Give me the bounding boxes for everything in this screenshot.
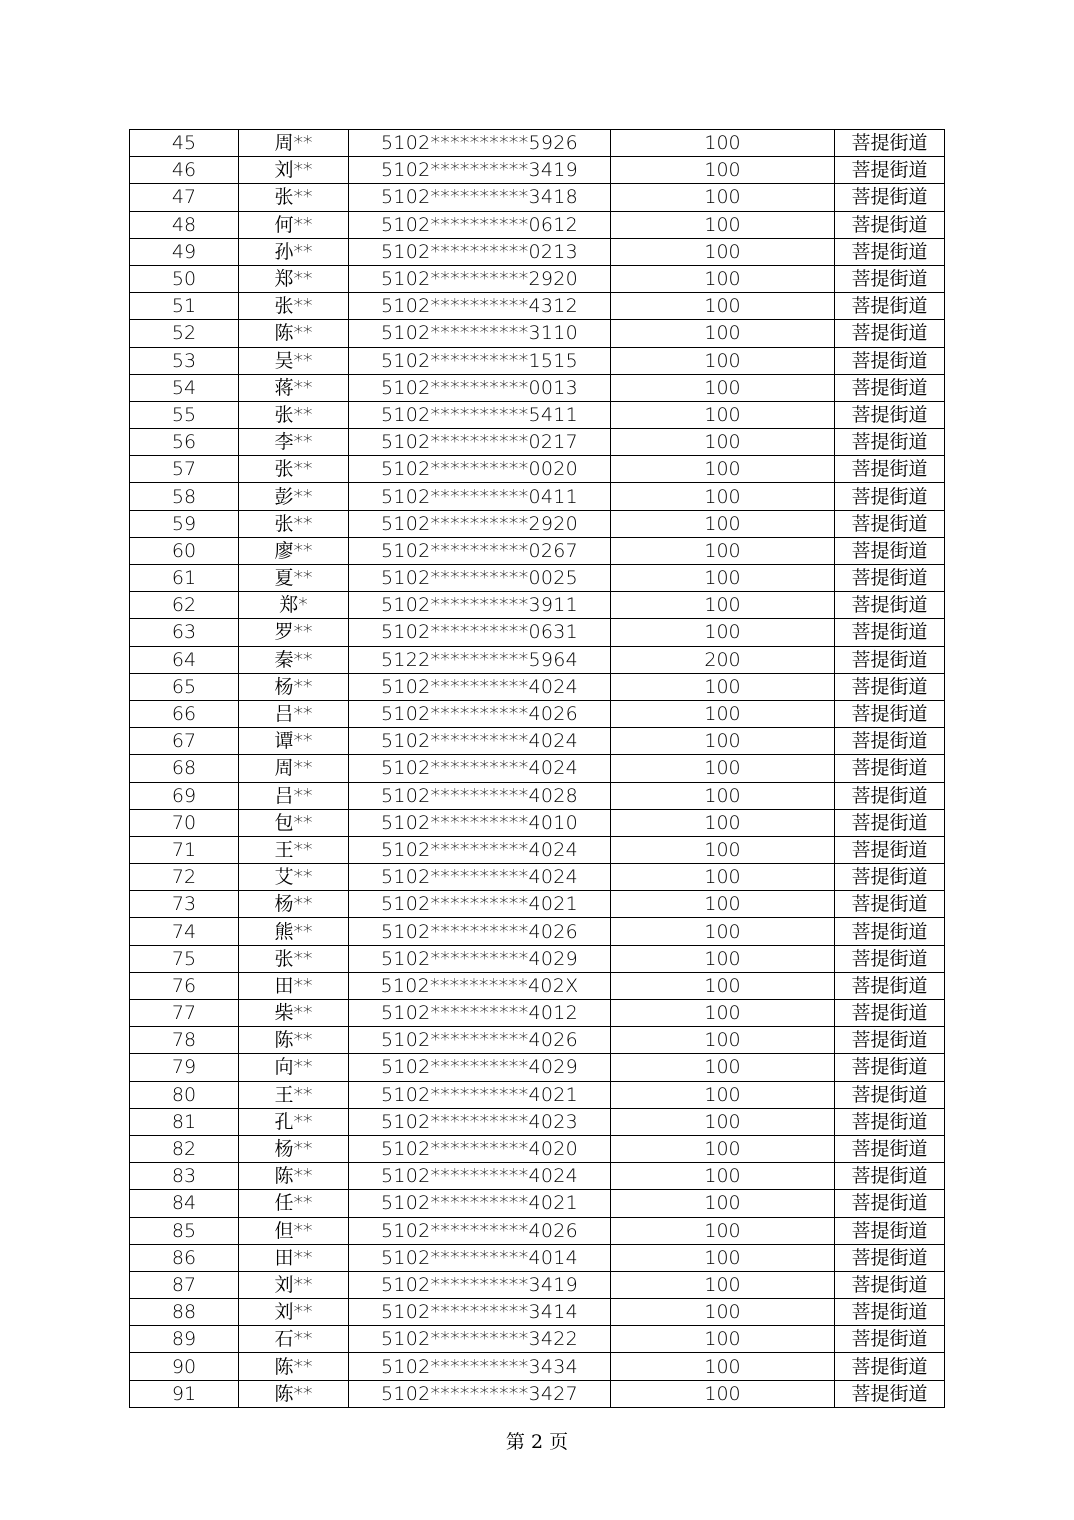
amount-cell: 100 [611,1081,835,1108]
table-row [130,592,945,619]
name-cell: 任** [239,1190,349,1217]
id-number-cell: 5102**********0213 [349,238,611,265]
table-row [130,184,945,211]
table-row [130,918,945,945]
table-row [130,1054,945,1081]
name-cell: 刘** [239,157,349,184]
id-number-cell: 5102**********4026 [349,700,611,727]
amount-cell: 100 [611,565,835,592]
amount-cell: 100 [611,1244,835,1271]
row-number-cell: 85 [130,1217,239,1244]
street-cell: 菩提街道 [835,918,945,945]
table-row [130,429,945,456]
table-row [130,646,945,673]
table-row [130,211,945,238]
table-row [130,401,945,428]
table-row [130,1380,945,1407]
name-cell: 包** [239,809,349,836]
name-cell: 田** [239,972,349,999]
name-cell: 吕** [239,700,349,727]
amount-cell: 100 [611,130,835,157]
row-number-cell: 74 [130,918,239,945]
name-cell: 彭** [239,483,349,510]
table-row [130,864,945,891]
amount-cell: 100 [611,293,835,320]
row-number-cell: 66 [130,700,239,727]
name-cell: 周** [239,130,349,157]
table-row [130,565,945,592]
name-cell: 孔** [239,1108,349,1135]
name-cell: 吕** [239,782,349,809]
street-cell: 菩提街道 [835,1353,945,1380]
row-number-cell: 71 [130,836,239,863]
table-row [130,700,945,727]
name-cell: 石** [239,1326,349,1353]
table-row [130,1244,945,1271]
amount-cell: 100 [611,184,835,211]
id-number-cell: 5102**********3419 [349,1271,611,1298]
row-number-cell: 72 [130,864,239,891]
street-cell: 菩提街道 [835,184,945,211]
row-number-cell: 76 [130,972,239,999]
id-number-cell: 5102**********4029 [349,945,611,972]
street-cell: 菩提街道 [835,1271,945,1298]
amount-cell: 100 [611,891,835,918]
amount-cell: 100 [611,347,835,374]
name-cell: 何** [239,211,349,238]
name-cell: 谭** [239,728,349,755]
roster-body [130,130,945,1408]
table-row [130,1081,945,1108]
name-cell: 刘** [239,1271,349,1298]
table-row [130,1000,945,1027]
amount-cell: 100 [611,1326,835,1353]
id-number-cell: 5102**********0020 [349,456,611,483]
table-row [130,1353,945,1380]
name-cell: 张** [239,510,349,537]
row-number-cell: 90 [130,1353,239,1380]
amount-cell: 100 [611,374,835,401]
id-number-cell: 5102**********0025 [349,565,611,592]
street-cell: 菩提街道 [835,265,945,292]
street-cell: 菩提街道 [835,1217,945,1244]
name-cell: 王** [239,836,349,863]
amount-cell: 100 [611,1380,835,1407]
id-number-cell: 5102**********4024 [349,728,611,755]
table-row [130,1299,945,1326]
name-cell: 柴** [239,1000,349,1027]
name-cell: 杨** [239,1135,349,1162]
row-number-cell: 50 [130,265,239,292]
amount-cell: 100 [611,265,835,292]
table-row [130,510,945,537]
row-number-cell: 73 [130,891,239,918]
row-number-cell: 87 [130,1271,239,1298]
name-cell: 田** [239,1244,349,1271]
amount-cell: 100 [611,945,835,972]
row-number-cell: 83 [130,1163,239,1190]
row-number-cell: 84 [130,1190,239,1217]
row-number-cell: 88 [130,1299,239,1326]
row-number-cell: 49 [130,238,239,265]
row-number-cell: 82 [130,1135,239,1162]
id-number-cell: 5102**********0631 [349,619,611,646]
table-row [130,1027,945,1054]
id-number-cell: 5102**********3434 [349,1353,611,1380]
amount-cell: 100 [611,755,835,782]
id-number-cell: 5102**********5926 [349,130,611,157]
table-row [130,347,945,374]
street-cell: 菩提街道 [835,1081,945,1108]
id-number-cell: 5102**********402X [349,972,611,999]
street-cell: 菩提街道 [835,1108,945,1135]
name-cell: 张** [239,184,349,211]
id-number-cell: 5102**********4312 [349,293,611,320]
amount-cell: 200 [611,646,835,673]
street-cell: 菩提街道 [835,1000,945,1027]
row-number-cell: 48 [130,211,239,238]
id-number-cell: 5102**********4014 [349,1244,611,1271]
row-number-cell: 67 [130,728,239,755]
amount-cell: 100 [611,782,835,809]
row-number-cell: 64 [130,646,239,673]
street-cell: 菩提街道 [835,1054,945,1081]
street-cell: 菩提街道 [835,945,945,972]
amount-cell: 100 [611,809,835,836]
amount-cell: 100 [611,537,835,564]
name-cell: 熊** [239,918,349,945]
id-number-cell: 5102**********3422 [349,1326,611,1353]
amount-cell: 100 [611,483,835,510]
name-cell: 艾** [239,864,349,891]
id-number-cell: 5102**********3110 [349,320,611,347]
street-cell: 菩提街道 [835,619,945,646]
name-cell: 夏** [239,565,349,592]
row-number-cell: 65 [130,673,239,700]
table-row [130,483,945,510]
amount-cell: 100 [611,157,835,184]
row-number-cell: 63 [130,619,239,646]
id-number-cell: 5102**********4029 [349,1054,611,1081]
amount-cell: 100 [611,1000,835,1027]
table-row [130,891,945,918]
name-cell: 张** [239,456,349,483]
id-number-cell: 5102**********4010 [349,809,611,836]
id-number-cell: 5102**********4021 [349,891,611,918]
street-cell: 菩提街道 [835,592,945,619]
amount-cell: 100 [611,1217,835,1244]
street-cell: 菩提街道 [835,972,945,999]
street-cell: 菩提街道 [835,728,945,755]
table-row [130,1326,945,1353]
table-row [130,456,945,483]
amount-cell: 100 [611,1299,835,1326]
amount-cell: 100 [611,1108,835,1135]
street-cell: 菩提街道 [835,864,945,891]
street-cell: 菩提街道 [835,1027,945,1054]
row-number-cell: 52 [130,320,239,347]
street-cell: 菩提街道 [835,755,945,782]
street-cell: 菩提街道 [835,1190,945,1217]
amount-cell: 100 [611,238,835,265]
amount-cell: 100 [611,1271,835,1298]
table-row [130,1190,945,1217]
row-number-cell: 68 [130,755,239,782]
table-row [130,1271,945,1298]
row-number-cell: 62 [130,592,239,619]
name-cell: 秦** [239,646,349,673]
row-number-cell: 78 [130,1027,239,1054]
street-cell: 菩提街道 [835,809,945,836]
amount-cell: 100 [611,320,835,347]
amount-cell: 100 [611,728,835,755]
street-cell: 菩提街道 [835,1244,945,1271]
table-row [130,809,945,836]
row-number-cell: 53 [130,347,239,374]
row-number-cell: 56 [130,429,239,456]
name-cell: 陈** [239,320,349,347]
name-cell: 李** [239,429,349,456]
id-number-cell: 5102**********4026 [349,1027,611,1054]
id-number-cell: 5102**********5411 [349,401,611,428]
name-cell: 吴** [239,347,349,374]
row-number-cell: 91 [130,1380,239,1407]
name-cell: 刘** [239,1299,349,1326]
street-cell: 菩提街道 [835,673,945,700]
row-number-cell: 59 [130,510,239,537]
name-cell: 郑* [239,592,349,619]
table-row [130,782,945,809]
row-number-cell: 69 [130,782,239,809]
id-number-cell: 5102**********4026 [349,1217,611,1244]
id-number-cell: 5102**********4024 [349,864,611,891]
amount-cell: 100 [611,700,835,727]
amount-cell: 100 [611,456,835,483]
row-number-cell: 89 [130,1326,239,1353]
street-cell: 菩提街道 [835,646,945,673]
row-number-cell: 57 [130,456,239,483]
table-row [130,1217,945,1244]
street-cell: 菩提街道 [835,1163,945,1190]
street-cell: 菩提街道 [835,836,945,863]
street-cell: 菩提街道 [835,293,945,320]
row-number-cell: 79 [130,1054,239,1081]
id-number-cell: 5102**********4021 [349,1081,611,1108]
street-cell: 菩提街道 [835,1299,945,1326]
amount-cell: 100 [611,972,835,999]
amount-cell: 100 [611,836,835,863]
name-cell: 张** [239,401,349,428]
name-cell: 杨** [239,673,349,700]
id-number-cell: 5102**********0013 [349,374,611,401]
street-cell: 菩提街道 [835,401,945,428]
name-cell: 周** [239,755,349,782]
street-cell: 菩提街道 [835,429,945,456]
name-cell: 向** [239,1054,349,1081]
name-cell: 陈** [239,1380,349,1407]
id-number-cell: 5102**********3427 [349,1380,611,1407]
id-number-cell: 5102**********4024 [349,1163,611,1190]
street-cell: 菩提街道 [835,157,945,184]
id-number-cell: 5102**********0612 [349,211,611,238]
name-cell: 廖** [239,537,349,564]
street-cell: 菩提街道 [835,374,945,401]
street-cell: 菩提街道 [835,130,945,157]
table-row [130,945,945,972]
id-number-cell: 5102**********3911 [349,592,611,619]
name-cell: 陈** [239,1027,349,1054]
name-cell: 蒋** [239,374,349,401]
id-number-cell: 5102**********0217 [349,429,611,456]
street-cell: 菩提街道 [835,700,945,727]
table-row [130,238,945,265]
row-number-cell: 61 [130,565,239,592]
id-number-cell: 5102**********4020 [349,1135,611,1162]
table-row [130,673,945,700]
amount-cell: 100 [611,401,835,428]
amount-cell: 100 [611,592,835,619]
amount-cell: 100 [611,1027,835,1054]
id-number-cell: 5102**********4026 [349,918,611,945]
amount-cell: 100 [611,918,835,945]
row-number-cell: 75 [130,945,239,972]
street-cell: 菩提街道 [835,891,945,918]
street-cell: 菩提街道 [835,238,945,265]
table-row [130,1163,945,1190]
id-number-cell: 5102**********3418 [349,184,611,211]
id-number-cell: 5102**********4024 [349,836,611,863]
table-row [130,265,945,292]
row-number-cell: 51 [130,293,239,320]
street-cell: 菩提街道 [835,320,945,347]
amount-cell: 100 [611,864,835,891]
id-number-cell: 5102**********4028 [349,782,611,809]
id-number-cell: 5122**********5964 [349,646,611,673]
table-row [130,537,945,564]
street-cell: 菩提街道 [835,456,945,483]
id-number-cell: 5102**********4024 [349,673,611,700]
street-cell: 菩提街道 [835,1326,945,1353]
table-row [130,1108,945,1135]
id-number-cell: 5102**********1515 [349,347,611,374]
table-row [130,755,945,782]
row-number-cell: 70 [130,809,239,836]
row-number-cell: 80 [130,1081,239,1108]
name-cell: 罗** [239,619,349,646]
id-number-cell: 5102**********0267 [349,537,611,564]
street-cell: 菩提街道 [835,483,945,510]
row-number-cell: 58 [130,483,239,510]
amount-cell: 100 [611,1054,835,1081]
subsidy-roster-table [129,129,945,1408]
id-number-cell: 5102**********4024 [349,755,611,782]
street-cell: 菩提街道 [835,510,945,537]
table-row [130,293,945,320]
table-row [130,320,945,347]
row-number-cell: 45 [130,130,239,157]
page-number: 第 2 页 [505,1431,569,1453]
table-row [130,1135,945,1162]
name-cell: 但** [239,1217,349,1244]
table-row [130,972,945,999]
id-number-cell: 5102**********4023 [349,1108,611,1135]
table-row [130,619,945,646]
name-cell: 张** [239,945,349,972]
row-number-cell: 86 [130,1244,239,1271]
name-cell: 郑** [239,265,349,292]
id-number-cell: 5102**********2920 [349,510,611,537]
street-cell: 菩提街道 [835,211,945,238]
name-cell: 孙** [239,238,349,265]
street-cell: 菩提街道 [835,347,945,374]
name-cell: 杨** [239,891,349,918]
table-row [130,130,945,157]
id-number-cell: 5102**********2920 [349,265,611,292]
table-row [130,728,945,755]
row-number-cell: 81 [130,1108,239,1135]
amount-cell: 100 [611,1163,835,1190]
name-cell: 王** [239,1081,349,1108]
amount-cell: 100 [611,673,835,700]
table-row [130,836,945,863]
table-row [130,374,945,401]
street-cell: 菩提街道 [835,1380,945,1407]
id-number-cell: 5102**********3414 [349,1299,611,1326]
street-cell: 菩提街道 [835,1135,945,1162]
street-cell: 菩提街道 [835,565,945,592]
amount-cell: 100 [611,510,835,537]
amount-cell: 100 [611,429,835,456]
street-cell: 菩提街道 [835,782,945,809]
amount-cell: 100 [611,1190,835,1217]
name-cell: 张** [239,293,349,320]
name-cell: 陈** [239,1163,349,1190]
amount-cell: 100 [611,211,835,238]
id-number-cell: 5102**********4012 [349,1000,611,1027]
row-number-cell: 55 [130,401,239,428]
name-cell: 陈** [239,1353,349,1380]
id-number-cell: 5102**********3419 [349,157,611,184]
row-number-cell: 77 [130,1000,239,1027]
table-row [130,157,945,184]
row-number-cell: 54 [130,374,239,401]
id-number-cell: 5102**********4021 [349,1190,611,1217]
row-number-cell: 60 [130,537,239,564]
id-number-cell: 5102**********0411 [349,483,611,510]
row-number-cell: 46 [130,157,239,184]
street-cell: 菩提街道 [835,537,945,564]
amount-cell: 100 [611,1353,835,1380]
amount-cell: 100 [611,1135,835,1162]
row-number-cell: 47 [130,184,239,211]
amount-cell: 100 [611,619,835,646]
